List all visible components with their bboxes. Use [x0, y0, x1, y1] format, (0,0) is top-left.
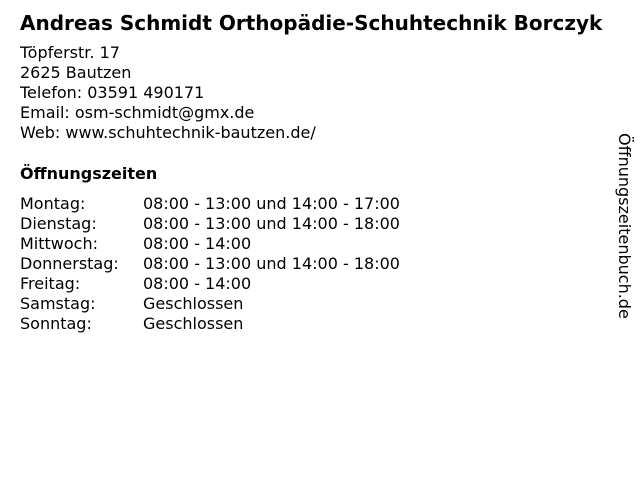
hours-heading: Öffnungszeiten: [20, 164, 158, 183]
time-value: 08:00 - 13:00 und 14:00 - 18:00: [143, 254, 400, 273]
day-label: Freitag:: [20, 274, 81, 293]
hours-row-tuesday: [20, 214, 400, 234]
time-value: 08:00 - 13:00 und 14:00 - 18:00: [143, 214, 400, 233]
business-name: Andreas Schmidt Orthopädie-Schuhtechnik Borczyk: [20, 11, 603, 35]
hours-row-friday: [20, 274, 400, 294]
day-label: Dienstag:: [20, 214, 97, 233]
time-value: Geschlossen: [143, 294, 244, 313]
time-value: 08:00 - 14:00: [143, 274, 252, 293]
time-value: Geschlossen: [143, 314, 244, 333]
address-block: [20, 43, 316, 143]
day-label: Montag:: [20, 194, 86, 213]
hours-row-sunday: [20, 314, 400, 334]
site-watermark: Öffnungszeitenbuch.de: [615, 133, 634, 319]
street-line: Töpferstr. 17: [20, 43, 120, 62]
day-label: Donnerstag:: [20, 254, 119, 273]
hours-row-thursday: [20, 254, 400, 274]
hours-row-wednesday: [20, 234, 400, 254]
time-value: 08:00 - 14:00: [143, 234, 252, 253]
city-line: 2625 Bautzen: [20, 63, 132, 82]
hours-row-saturday: [20, 294, 400, 314]
email-line: Email: osm-schmidt@gmx.de: [20, 103, 255, 122]
phone-line: Telefon: 03591 490171: [20, 83, 205, 102]
hours-row-monday: [20, 194, 400, 214]
day-label: Samstag:: [20, 294, 96, 313]
web-line: Web: www.schuhtechnik-bautzen.de/: [20, 123, 316, 142]
hours-table: [20, 194, 400, 334]
day-label: Sonntag:: [20, 314, 92, 333]
time-value: 08:00 - 13:00 und 14:00 - 17:00: [143, 194, 400, 213]
day-label: Mittwoch:: [20, 234, 98, 253]
